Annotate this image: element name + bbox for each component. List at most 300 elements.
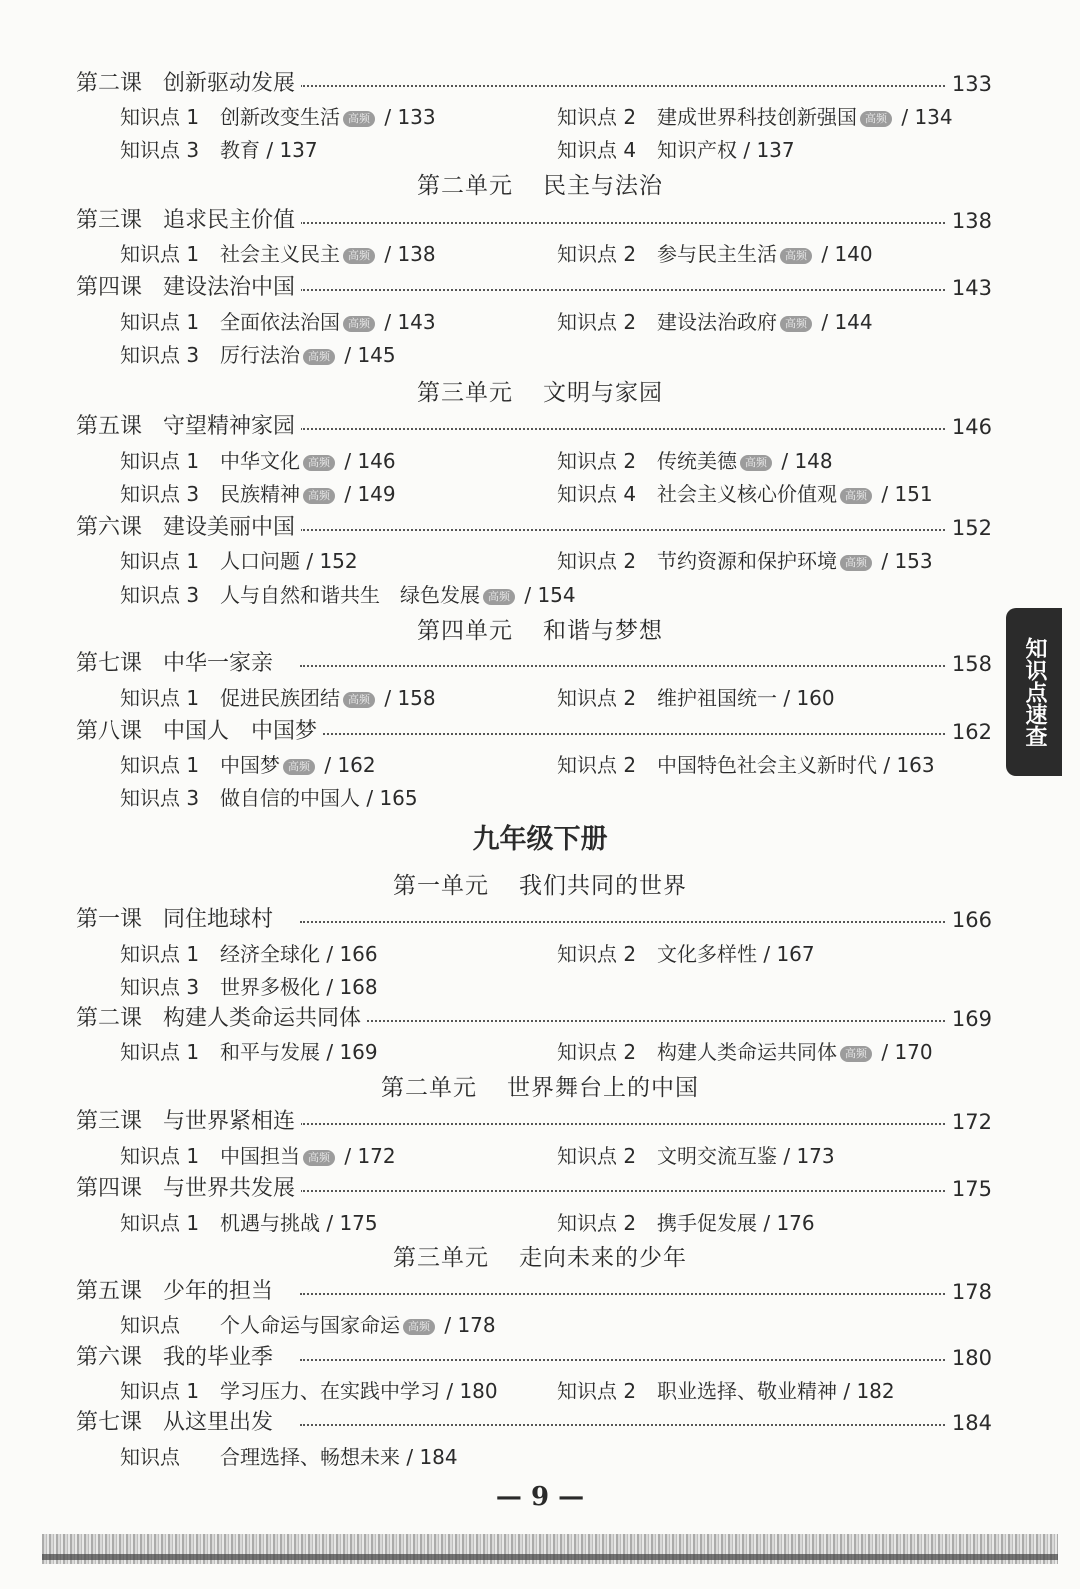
unit-title: 世界舞台上的中国 [507,1075,699,1101]
dot-leader [300,1020,948,1022]
knowledge-point-page: 145 [357,343,396,367]
lesson-label: 第七课 [76,651,143,676]
knowledge-point-label: 知识点 2 [557,1211,637,1235]
knowledge-point-page: 153 [894,549,933,573]
knowledge-point-page: 149 [357,482,396,506]
unit-heading [0,868,1080,904]
page-separator: / [320,1040,340,1064]
unit-heading [0,375,1080,411]
page-separator: / [895,105,915,129]
unit-heading [0,1070,1080,1106]
lesson-page: 175 [946,1172,992,1206]
page-separator: / [777,686,797,710]
lesson-title: 建设法治中国 [163,271,301,305]
lesson-page: 162 [946,715,992,749]
unit-label: 第三单元 [393,1245,489,1271]
lesson-title: 中国人 中国梦 [163,715,323,749]
knowledge-point[interactable] [120,1374,498,1408]
knowledge-point-title: 促进民族团结 [220,686,340,710]
knowledge-point-label: 知识点 1 [120,753,200,777]
knowledge-point-title: 文化多样性 [657,942,757,966]
knowledge-point-row [0,133,1080,167]
lesson-entry[interactable] [0,1105,1080,1139]
knowledge-point-row [0,781,1080,815]
dot-leader [300,921,948,923]
knowledge-point-title: 节约资源和保护环境 [657,549,837,573]
knowledge-point-label: 知识点 1 [120,310,200,334]
knowledge-point-label: 知识点 2 [557,753,637,777]
knowledge-point-page: 175 [339,1211,378,1235]
lesson-label: 第五课 [76,414,143,439]
high-frequency-badge: 高频 [780,316,812,332]
lesson-entry[interactable] [0,1275,1080,1309]
lesson-entry[interactable] [0,715,1080,749]
page-separator: / [815,242,835,266]
page-separator: / [775,449,795,473]
lesson-page: 178 [946,1275,992,1309]
page-separator: / [440,1379,460,1403]
high-frequency-badge: 高频 [403,1319,435,1335]
lesson-label: 第七课 [76,1410,143,1435]
lesson-title: 中华一家亲 [163,647,279,681]
lesson-title: 从这里出发 [163,1406,279,1440]
page-number: — 9 — [495,1482,585,1512]
knowledge-point-title: 全面依法治国 [220,310,340,334]
lesson-label: 第四课 [76,275,143,300]
page-separator: / [320,1211,340,1235]
lesson-title: 少年的担当 [163,1275,279,1309]
page-separator: / [318,753,338,777]
knowledge-point-page: 134 [914,105,953,129]
lesson-title: 守望精神家园 [163,410,301,444]
unit-title: 走向未来的少年 [519,1245,687,1271]
page-separator: / [338,343,358,367]
volume-heading: 九年级下册 [472,824,608,855]
knowledge-point[interactable] [557,1035,933,1069]
dot-leader [300,222,948,224]
knowledge-point[interactable] [120,970,378,1004]
knowledge-point[interactable] [120,100,436,134]
lesson-entry[interactable] [0,204,1080,238]
lesson-entry[interactable] [0,410,1080,444]
unit-label: 第三单元 [417,380,513,406]
lesson-page: 172 [946,1105,992,1139]
dot-leader [300,1424,948,1426]
page-separator: / [300,549,320,573]
knowledge-point-page: 133 [397,105,436,129]
lesson-page: 143 [946,271,992,305]
knowledge-point[interactable] [557,100,953,134]
page-separator: / [378,310,398,334]
knowledge-point-title: 中国特色社会主义新时代 [657,753,877,777]
knowledge-point-row [0,1035,1080,1069]
high-frequency-badge: 高频 [840,1046,872,1062]
lesson-entry[interactable] [0,903,1080,937]
knowledge-point-title: 职业选择、敬业精神 [657,1379,837,1403]
knowledge-point[interactable] [120,937,378,971]
lesson-label: 第一课 [76,907,143,932]
lesson-title: 构建人类命运共同体 [163,1002,367,1036]
high-frequency-badge: 高频 [303,1150,335,1166]
page-separator: / [378,105,398,129]
knowledge-point[interactable] [120,1139,396,1173]
knowledge-point-page: 138 [397,242,436,266]
knowledge-point[interactable] [557,477,933,511]
knowledge-point-label: 知识点 3 [120,138,200,162]
knowledge-point-row [0,237,1080,271]
lesson-entry[interactable] [0,271,1080,305]
knowledge-point-label: 知识点 2 [557,942,637,966]
dot-leader [300,529,948,531]
knowledge-point-title: 建设法治政府 [657,310,777,334]
scan-edge-bottom [42,1554,1058,1560]
high-frequency-badge: 高频 [483,589,515,605]
knowledge-point-page: 184 [419,1445,458,1469]
unit-title: 民主与法治 [543,173,663,199]
lesson-title: 同住地球村 [163,903,279,937]
knowledge-point-title: 构建人类命运共同体 [657,1040,837,1064]
knowledge-point-title: 创新改变生活 [220,105,340,129]
lesson-title: 与世界共发展 [163,1172,301,1206]
knowledge-point-title: 传统美德 [657,449,737,473]
high-frequency-badge: 高频 [303,488,335,504]
knowledge-point-label: 知识点 2 [557,549,637,573]
page-separator: / [875,549,895,573]
knowledge-point-row [0,681,1080,715]
page-separator: / [360,786,380,810]
knowledge-point-label: 知识点 2 [557,105,637,129]
high-frequency-badge: 高频 [840,488,872,504]
knowledge-point-label: 知识点 1 [120,242,200,266]
page-separator: / [875,1040,895,1064]
lesson-page: 152 [946,511,992,545]
lesson-label: 第四课 [76,1176,143,1201]
knowledge-point-title: 中国担当 [220,1144,300,1168]
knowledge-point-title: 世界多极化 [220,975,320,999]
high-frequency-badge: 高频 [283,759,315,775]
unit-heading [0,613,1080,649]
knowledge-point-label: 知识点 2 [557,242,637,266]
knowledge-point-title: 知识产权 [657,138,737,162]
page-separator: / [777,1144,797,1168]
knowledge-point-row [0,1139,1080,1173]
knowledge-point[interactable] [557,133,795,167]
page-separator: / [400,1445,420,1469]
dot-leader [300,1123,948,1125]
knowledge-point-label: 知识点 4 [557,482,637,506]
knowledge-point[interactable] [557,937,815,971]
lesson-title: 建设美丽中国 [163,511,301,545]
dot-leader [300,1190,948,1192]
knowledge-point-page: 144 [834,310,873,334]
high-frequency-badge: 高频 [740,455,772,471]
unit-title: 我们共同的世界 [519,873,687,899]
knowledge-point[interactable] [120,444,396,478]
knowledge-point-title: 教育 [220,138,260,162]
knowledge-point[interactable] [120,237,436,271]
knowledge-point-page: 167 [776,942,815,966]
knowledge-point-label: 知识点 2 [557,310,637,334]
knowledge-point-label: 知识点 1 [120,1211,200,1235]
knowledge-point-title: 人口问题 [220,549,300,573]
lesson-title: 追求民主价值 [163,204,301,238]
lesson-page: 166 [946,903,992,937]
high-frequency-badge: 高频 [343,692,375,708]
knowledge-point-page: 143 [397,310,436,334]
knowledge-point-title: 维护祖国统一 [657,686,777,710]
knowledge-point[interactable] [557,444,833,478]
lesson-label: 第六课 [76,1345,143,1370]
lesson-entry[interactable] [0,67,1080,101]
knowledge-point-page: 182 [856,1379,895,1403]
knowledge-point[interactable] [557,1206,815,1240]
knowledge-point-label: 知识点 [120,1445,180,1469]
dot-leader [300,665,948,667]
knowledge-point-label: 知识点 3 [120,583,200,607]
knowledge-point[interactable] [557,1374,895,1408]
knowledge-point-label: 知识点 1 [120,1144,200,1168]
knowledge-point-row [0,1308,1080,1342]
knowledge-point-label: 知识点 1 [120,1379,200,1403]
knowledge-point[interactable] [120,1206,378,1240]
knowledge-point-label: 知识点 1 [120,549,200,573]
high-frequency-badge: 高频 [840,555,872,571]
knowledge-point-row [0,100,1080,134]
knowledge-point-page: 176 [776,1211,815,1235]
knowledge-point-page: 168 [339,975,378,999]
lesson-page: 138 [946,204,992,238]
high-frequency-badge: 高频 [343,316,375,332]
knowledge-point[interactable] [557,544,933,578]
knowledge-point[interactable] [120,748,376,782]
knowledge-point[interactable] [120,1308,496,1342]
knowledge-point-row [0,1206,1080,1240]
knowledge-point-title: 合理选择、畅想未来 [220,1445,400,1469]
lesson-entry[interactable] [0,647,1080,681]
knowledge-point-label: 知识点 3 [120,786,200,810]
knowledge-point-title: 中华文化 [220,449,300,473]
high-frequency-badge: 高频 [303,455,335,471]
lesson-label: 第五课 [76,1279,143,1304]
knowledge-point[interactable] [120,544,358,578]
knowledge-point-title: 和平与发展 [220,1040,320,1064]
lesson-label: 第二课 [76,71,143,96]
page-separator: / [757,942,777,966]
lesson-entry[interactable] [0,1002,1080,1036]
knowledge-point-title: 中国梦 [220,753,280,777]
knowledge-point-title: 人与自然和谐共生 绿色发展 [220,583,480,607]
lesson-page: 133 [946,67,992,101]
knowledge-point-row [0,578,1080,612]
knowledge-point[interactable] [557,681,835,715]
unit-label: 第四单元 [417,618,513,644]
page-separator: / [875,482,895,506]
knowledge-point[interactable] [557,748,935,782]
knowledge-point-label: 知识点 2 [557,1144,637,1168]
knowledge-point-label: 知识点 4 [557,138,637,162]
page-separator: / [518,583,538,607]
knowledge-point[interactable] [120,477,396,511]
knowledge-point-title: 厉行法治 [220,343,300,367]
lesson-page: 180 [946,1341,992,1375]
knowledge-point-label: 知识点 1 [120,449,200,473]
unit-label: 第二单元 [417,173,513,199]
knowledge-point[interactable] [557,1139,835,1173]
knowledge-point-page: 154 [537,583,576,607]
lesson-page: 184 [946,1406,992,1440]
knowledge-point[interactable] [557,305,873,339]
knowledge-point-page: 152 [319,549,358,573]
knowledge-point-label: 知识点 2 [557,1379,637,1403]
unit-heading [0,168,1080,204]
knowledge-point[interactable] [120,1440,458,1474]
knowledge-point-page: 170 [894,1040,933,1064]
knowledge-point-row [0,477,1080,511]
knowledge-point-page: 166 [339,942,378,966]
page-separator: / [877,753,897,777]
unit-label: 第二单元 [381,1075,477,1101]
high-frequency-badge: 高频 [780,248,812,264]
knowledge-point-title: 社会主义民主 [220,242,340,266]
lesson-page: 169 [946,1002,992,1036]
knowledge-point-row [0,444,1080,478]
knowledge-point-page: 158 [397,686,436,710]
knowledge-point-page: 137 [756,138,795,162]
lesson-label: 第二课 [76,1006,143,1031]
knowledge-point[interactable] [120,305,436,339]
knowledge-point-title: 机遇与挑战 [220,1211,320,1235]
knowledge-point-title: 建成世界科技创新强国 [657,105,857,129]
page-separator: / [260,138,280,162]
high-frequency-badge: 高频 [303,349,335,365]
knowledge-point[interactable] [120,133,318,167]
knowledge-point-row [0,1440,1080,1474]
knowledge-point[interactable] [120,781,418,815]
dot-leader [300,1293,948,1295]
knowledge-point[interactable] [120,681,436,715]
knowledge-point-label: 知识点 2 [557,1040,637,1064]
lesson-page: 158 [946,647,992,681]
knowledge-point-label: 知识点 3 [120,482,200,506]
knowledge-point-page: 163 [896,753,935,777]
lesson-entry[interactable] [0,1172,1080,1206]
knowledge-point-label: 知识点 3 [120,975,200,999]
knowledge-point-page: 162 [337,753,376,777]
page-separator: / [815,310,835,334]
lesson-label: 第三课 [76,1109,143,1134]
knowledge-point[interactable] [557,237,873,271]
knowledge-point-row [0,937,1080,971]
knowledge-point-label: 知识点 [120,1313,180,1337]
knowledge-point-row [0,305,1080,339]
dot-leader [300,289,948,291]
knowledge-point-label: 知识点 1 [120,1040,200,1064]
lesson-page: 146 [946,410,992,444]
knowledge-point-label: 知识点 1 [120,686,200,710]
knowledge-point-page: 160 [796,686,835,710]
knowledge-point[interactable] [120,1035,378,1069]
knowledge-point-title: 做自信的中国人 [220,786,360,810]
knowledge-point-page: 172 [357,1144,396,1168]
lesson-title: 创新驱动发展 [163,67,301,101]
knowledge-point-title: 经济全球化 [220,942,320,966]
page-separator: / [378,242,398,266]
knowledge-point-row [0,1374,1080,1408]
page-separator: / [737,138,757,162]
page-separator: / [757,1211,777,1235]
knowledge-point-page: 169 [339,1040,378,1064]
knowledge-point-page: 178 [457,1313,496,1337]
lesson-entry[interactable] [0,1406,1080,1440]
knowledge-point-page: 165 [379,786,418,810]
page-separator: / [837,1379,857,1403]
knowledge-point-label: 知识点 2 [557,686,637,710]
knowledge-point-title: 社会主义核心价值观 [657,482,837,506]
knowledge-point-label: 知识点 1 [120,105,200,129]
page-separator: / [338,1144,358,1168]
high-frequency-badge: 高频 [343,248,375,264]
page-separator: / [320,942,340,966]
unit-label: 第一单元 [393,873,489,899]
unit-title: 和谐与梦想 [543,618,663,644]
knowledge-point[interactable] [120,338,396,372]
lesson-entry[interactable] [0,1341,1080,1375]
knowledge-point-page: 140 [834,242,873,266]
knowledge-point-row [0,544,1080,578]
knowledge-point-page: 180 [459,1379,498,1403]
knowledge-point-label: 知识点 3 [120,343,200,367]
unit-title: 文明与家园 [543,380,663,406]
dot-leader [300,733,948,735]
knowledge-point-row [0,338,1080,372]
knowledge-point-title: 个人命运与国家命运 [220,1313,400,1337]
lesson-label: 第六课 [76,515,143,540]
lesson-title: 我的毕业季 [163,1341,279,1375]
knowledge-point-page: 173 [796,1144,835,1168]
knowledge-point-title: 携手促发展 [657,1211,757,1235]
lesson-label: 第三课 [76,208,143,233]
knowledge-point-label: 知识点 2 [557,449,637,473]
knowledge-point-title: 民族精神 [220,482,300,506]
lesson-label: 第八课 [76,719,143,744]
page-separator: / [438,1313,458,1337]
knowledge-point-label: 知识点 1 [120,942,200,966]
knowledge-point-title: 学习压力、在实践中学习 [220,1379,440,1403]
knowledge-point-page: 146 [357,449,396,473]
dot-leader [300,428,948,430]
page-separator: / [338,449,358,473]
page-separator: / [338,482,358,506]
side-tab: 知识点速查 [1006,608,1062,776]
high-frequency-badge: 高频 [860,111,892,127]
knowledge-point-title: 文明交流互鉴 [657,1144,777,1168]
lesson-title: 与世界紧相连 [163,1105,301,1139]
knowledge-point-page: 137 [279,138,318,162]
knowledge-point[interactable] [120,578,576,612]
knowledge-point-row [0,970,1080,1004]
knowledge-point-title: 参与民主生活 [657,242,777,266]
unit-heading [0,1240,1080,1276]
high-frequency-badge: 高频 [343,111,375,127]
knowledge-point-row [0,748,1080,782]
page-separator: / [378,686,398,710]
lesson-entry[interactable] [0,511,1080,545]
knowledge-point-page: 148 [794,449,833,473]
dot-leader [300,1359,948,1361]
dot-leader [300,85,948,87]
page-separator: / [320,975,340,999]
knowledge-point-page: 151 [894,482,933,506]
